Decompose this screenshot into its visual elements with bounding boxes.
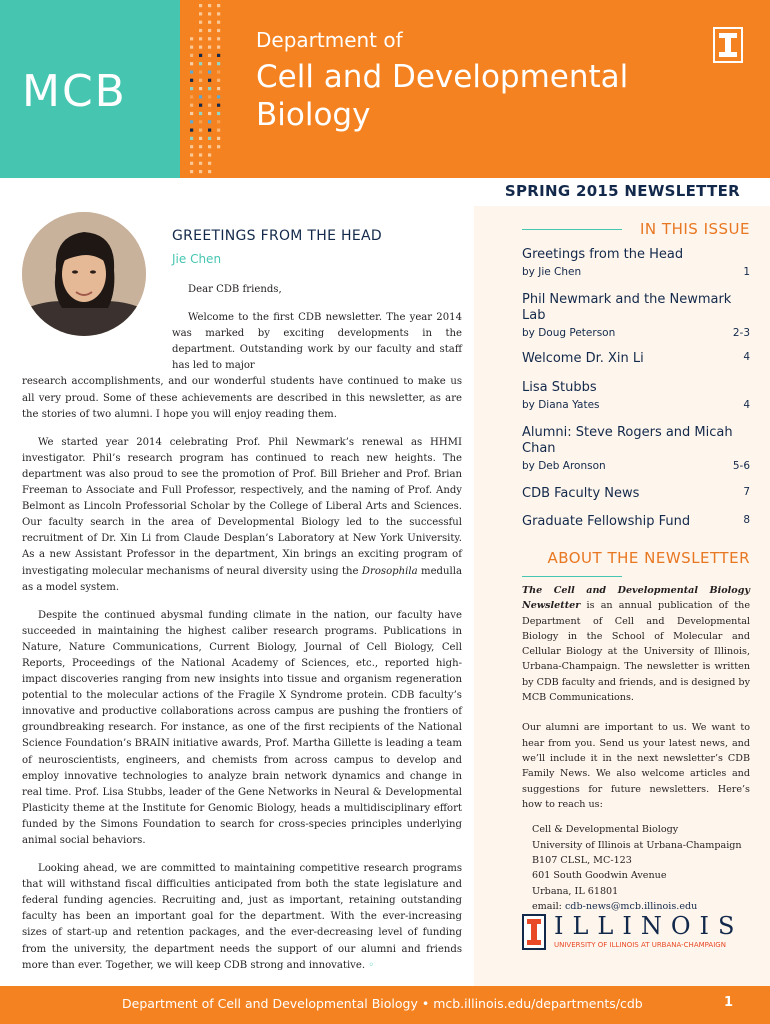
drosophila-italic: Drosophila (361, 565, 418, 577)
address-line: Cell & Developmental Biology (532, 824, 679, 836)
decor-dot (199, 37, 202, 40)
salutation: Dear CDB friends, (188, 284, 282, 295)
decor-dot (199, 79, 202, 82)
toc-item-title: Alumni: Steve Rogers and Micah Chan (522, 425, 733, 456)
article-para-2-end: medulla as a model system. (22, 565, 462, 593)
decor-dot (217, 95, 220, 98)
toc-item-title: Phil Newmark and the Newmark Lab (522, 292, 732, 323)
decor-dot (190, 62, 193, 65)
decor-dot (208, 137, 211, 140)
decor-dot (208, 12, 211, 15)
toc-item[interactable] (522, 380, 750, 411)
toc-item[interactable] (522, 292, 750, 339)
toc-item[interactable] (522, 351, 750, 367)
decor-dot (208, 29, 211, 32)
decor-dot (217, 54, 220, 57)
footer-text: Department of Cell and Developmental Biology • mcb.illinois.edu/departments/cdb (122, 996, 643, 1011)
decor-dot (199, 70, 202, 73)
toc-item-title: Welcome Dr. Xin Li (522, 351, 644, 366)
footer (0, 986, 770, 1024)
decor-dot (217, 129, 220, 132)
decor-dot (217, 62, 220, 65)
toc-item-page: 8 (743, 514, 750, 526)
decor-dot (199, 104, 202, 107)
illinois-subline: UNIVERSITY OF ILLINOIS AT URBANA-CHAMPAIGN (554, 941, 726, 949)
decor-dot (208, 129, 211, 132)
decor-dot (190, 129, 193, 132)
end-mark-icon: ◦ (368, 959, 375, 971)
article-para-1-intro: Welcome to the first CDB newsletter. The year 2014 was marked by exciting developments in the department. Outstanding work by our faculty and staff has led to major (172, 312, 462, 372)
decorative-dots-icon (186, 0, 226, 178)
decor-dot (190, 54, 193, 57)
decor-dot (217, 79, 220, 82)
decor-dot (208, 153, 211, 156)
toc-item-byline: by Jie Chen (522, 266, 582, 278)
decor-dot (199, 153, 202, 156)
decor-dot (217, 104, 220, 107)
article-heading: GREETINGS FROM THE HEAD (172, 228, 382, 244)
toc-item[interactable] (522, 425, 750, 472)
about-para-2: Our alumni are important to us. We want to hear from you. Send us your latest news, and we’ll include it in the next newsletter’s CDB Family News. We also welcome articles and suggestions for future newsletters. Here’s how to reach us: (522, 722, 750, 810)
email-link[interactable]: cdb-news@mcb.illinois.edu (564, 901, 698, 913)
toc-item-page: 4 (743, 399, 750, 411)
illinois-i-mark-icon (522, 914, 546, 950)
decor-dot (190, 120, 193, 123)
decor-dot (208, 162, 211, 165)
article-para-3: Despite the continued abysmal funding climate in the nation, our faculty have succeeded in maintaining the highest caliber research programs. Publications in Nature, Nature Communications, Current Biology, Journal of Cell Biology, Cell Reports, Proceedings of the National Academy of Sciences, etc., reported high-impact discoveries ranging from new insights into tissue and organism regeneration potential to the molecular actions of the Fragile X Syndrome protein. CDB faculty’s innovative and productive collaborations across campus are pushing the frontiers of groundbreaking research. For instance, as one of the first recipients of the National Science Foundation’s BRAIN initiative awards, Prof. Martha Gillette is leading a team of neuroscientists, engineers, and chemists from across campus to develop and employ innovative technologies to analyze brain network dynamics and change in real time. Prof. Lisa Stubbs, leader of the Gene Networks in Neural & Developmental Plasticity theme at the Institute for Genomic Biology, heads a multidisciplinary effort funded by the Simons Foundation to search for cross-species principles underlying animal social behaviors. (22, 609, 462, 846)
address-line: B107 CLSL, MC-123 (532, 854, 632, 866)
decor-dot (199, 62, 202, 65)
decor-dot (190, 137, 193, 140)
address-line: Urbana, IL 61801 (532, 885, 619, 897)
decor-dot (217, 4, 220, 7)
decor-dot (199, 170, 202, 173)
illinois-logo (522, 912, 744, 956)
article-para-4 (22, 861, 462, 974)
decor-dot (199, 120, 202, 123)
decor-dot (199, 4, 202, 7)
decor-dot (199, 46, 202, 49)
mcb-logo: MCB (22, 66, 127, 117)
decor-dot (199, 95, 202, 98)
about-para-1 (522, 583, 750, 705)
about-section (522, 583, 750, 915)
decor-dot (208, 4, 211, 7)
toc-item-title: Graduate Fellowship Fund (522, 514, 691, 529)
decor-dot (217, 29, 220, 32)
decor-dot (199, 87, 202, 90)
toc-item[interactable] (522, 514, 750, 530)
illinois-wordmark: ILLINOIS (554, 912, 744, 940)
article-para-2-text: We started year 2014 celebrating Prof. Phil Newmark’s renewal as HHMI investigator. Phil’s research program has continued to reach new heights. The department was also proud to see the promotion of Prof. Bill Brieher and Prof. Brian Freeman to Associate and Full Professor, respectively, and the naming of Prof. Andy Belmont as Lincoln Professorial Scholar by the College of Liberal Arts and Sciences. Our faculty search in the area of Developmental Biology led to the successful recruitment of Dr. Xin Li from Claude Desplan’s Laboratory at New York University. As a new Assistant Professor in the department, Xin brings an exciting program of investigating molecular mechanisms of neural diversity using the (22, 436, 462, 577)
toc-item-byline: by Diana Yates (522, 399, 600, 411)
illinois-block-i-icon (713, 27, 743, 63)
toc-item-title: Lisa Stubbs (522, 380, 597, 395)
decor-dot (190, 70, 193, 73)
article-para-4-text: Looking ahead, we are committed to maintaining competitive research programs that will withstand fiscal difficulties anticipated from both the state legislature and federal funding agencies. Recruiting and, just as important, retaining outstanding faculty has been an important goal for the department. With the ever-increasing sizes of start-up and retention packages, and the ever-decreasing level of funding from the university, the department needs the support of our alumni and friends more than ever. Together, we will keep CDB strong and innovative. (22, 863, 462, 971)
decor-dot (208, 21, 211, 24)
about-heading-rule (522, 576, 622, 577)
toc-heading-rule (522, 229, 622, 230)
decor-dot (217, 145, 220, 148)
decor-dot (217, 37, 220, 40)
decor-dot (190, 95, 193, 98)
decor-dot (190, 79, 193, 82)
toc-heading-text: IN THIS ISSUE (640, 220, 750, 238)
toc-item-page: 7 (743, 486, 750, 498)
decor-dot (208, 170, 211, 173)
decor-dot (199, 129, 202, 132)
decor-dot (217, 70, 220, 73)
toc-item-page: 4 (743, 351, 750, 363)
decor-dot (199, 112, 202, 115)
decor-dot (217, 120, 220, 123)
article-para-2 (22, 435, 462, 596)
mailing-address (532, 822, 750, 914)
decor-dot (208, 70, 211, 73)
decor-dot (199, 145, 202, 148)
decor-dot (217, 12, 220, 15)
decor-dot (199, 137, 202, 140)
toc-item-byline: by Deb Aronson (522, 460, 606, 472)
address-line: University of Illinois at Urbana-Champaign (532, 839, 742, 851)
address-line: 601 South Goodwin Avenue (532, 870, 667, 882)
toc-item[interactable] (522, 247, 750, 278)
toc-item-page: 2-3 (732, 327, 750, 339)
decor-dot (217, 46, 220, 49)
decor-dot (208, 104, 211, 107)
toc-item-title: CDB Faculty News (522, 486, 640, 501)
decor-dot (208, 79, 211, 82)
about-heading (546, 548, 750, 569)
decor-dot (208, 46, 211, 49)
decor-dot (208, 87, 211, 90)
decor-dot (217, 137, 220, 140)
decor-dot (190, 37, 193, 40)
decor-dot (217, 112, 220, 115)
decor-dot (217, 21, 220, 24)
article-body (22, 282, 462, 986)
decor-dot (199, 54, 202, 57)
decor-dot (190, 46, 193, 49)
decor-dot (208, 54, 211, 57)
dept-name: Cell and Developmental Biology (256, 59, 629, 133)
decor-dot (199, 21, 202, 24)
decor-dot (190, 112, 193, 115)
decor-dot (208, 120, 211, 123)
decor-dot (208, 145, 211, 148)
page-number: 1 (724, 995, 734, 1010)
decor-dot (199, 29, 202, 32)
toc-item-title: Greetings from the Head (522, 247, 684, 262)
article-para-1-rest: research accomplishments, and our wonderful students have continued to make us all very proud. Some of these achievements are described in this newsletter, as are the stories of two alumni. I hope you will enjoy reading them. (22, 376, 462, 420)
email-label: email: (532, 901, 562, 913)
article-author: Jie Chen (172, 252, 222, 266)
toc-item-page: 1 (743, 266, 750, 278)
decor-dot (190, 153, 193, 156)
toc-item[interactable] (522, 486, 750, 502)
toc-item-byline: by Doug Peterson (522, 327, 616, 339)
decor-dot (217, 87, 220, 90)
dept-line: Department of (256, 28, 403, 52)
decor-dot (190, 145, 193, 148)
toc-item-page: 5-6 (732, 460, 750, 472)
decor-dot (208, 95, 211, 98)
sidebar (474, 206, 770, 986)
decor-dot (208, 62, 211, 65)
newsletter-title: SPRING 2015 NEWSLETTER (504, 182, 740, 200)
newsletter-italic-title: The Cell and Developmental Biology Newsletter (522, 585, 750, 612)
decor-dot (190, 170, 193, 173)
decor-dot (190, 104, 193, 107)
decor-dot (208, 112, 211, 115)
masthead (0, 0, 770, 178)
decor-dot (190, 87, 193, 90)
decor-dot (199, 162, 202, 165)
about-para-1-text: is an annual publication of the Department of Cell and Developmental Biology in the School of Molecular and Cellular Biology at the University of Illinois, Urbana-Champaign. The newsletter is written by CDB faculty and friends, and is designed by MCB Communications. (522, 600, 750, 704)
decor-dot (208, 37, 211, 40)
decor-dot (190, 162, 193, 165)
decor-dot (199, 12, 202, 15)
about-heading-text: ABOUT THE NEWSLETTER (547, 549, 750, 567)
